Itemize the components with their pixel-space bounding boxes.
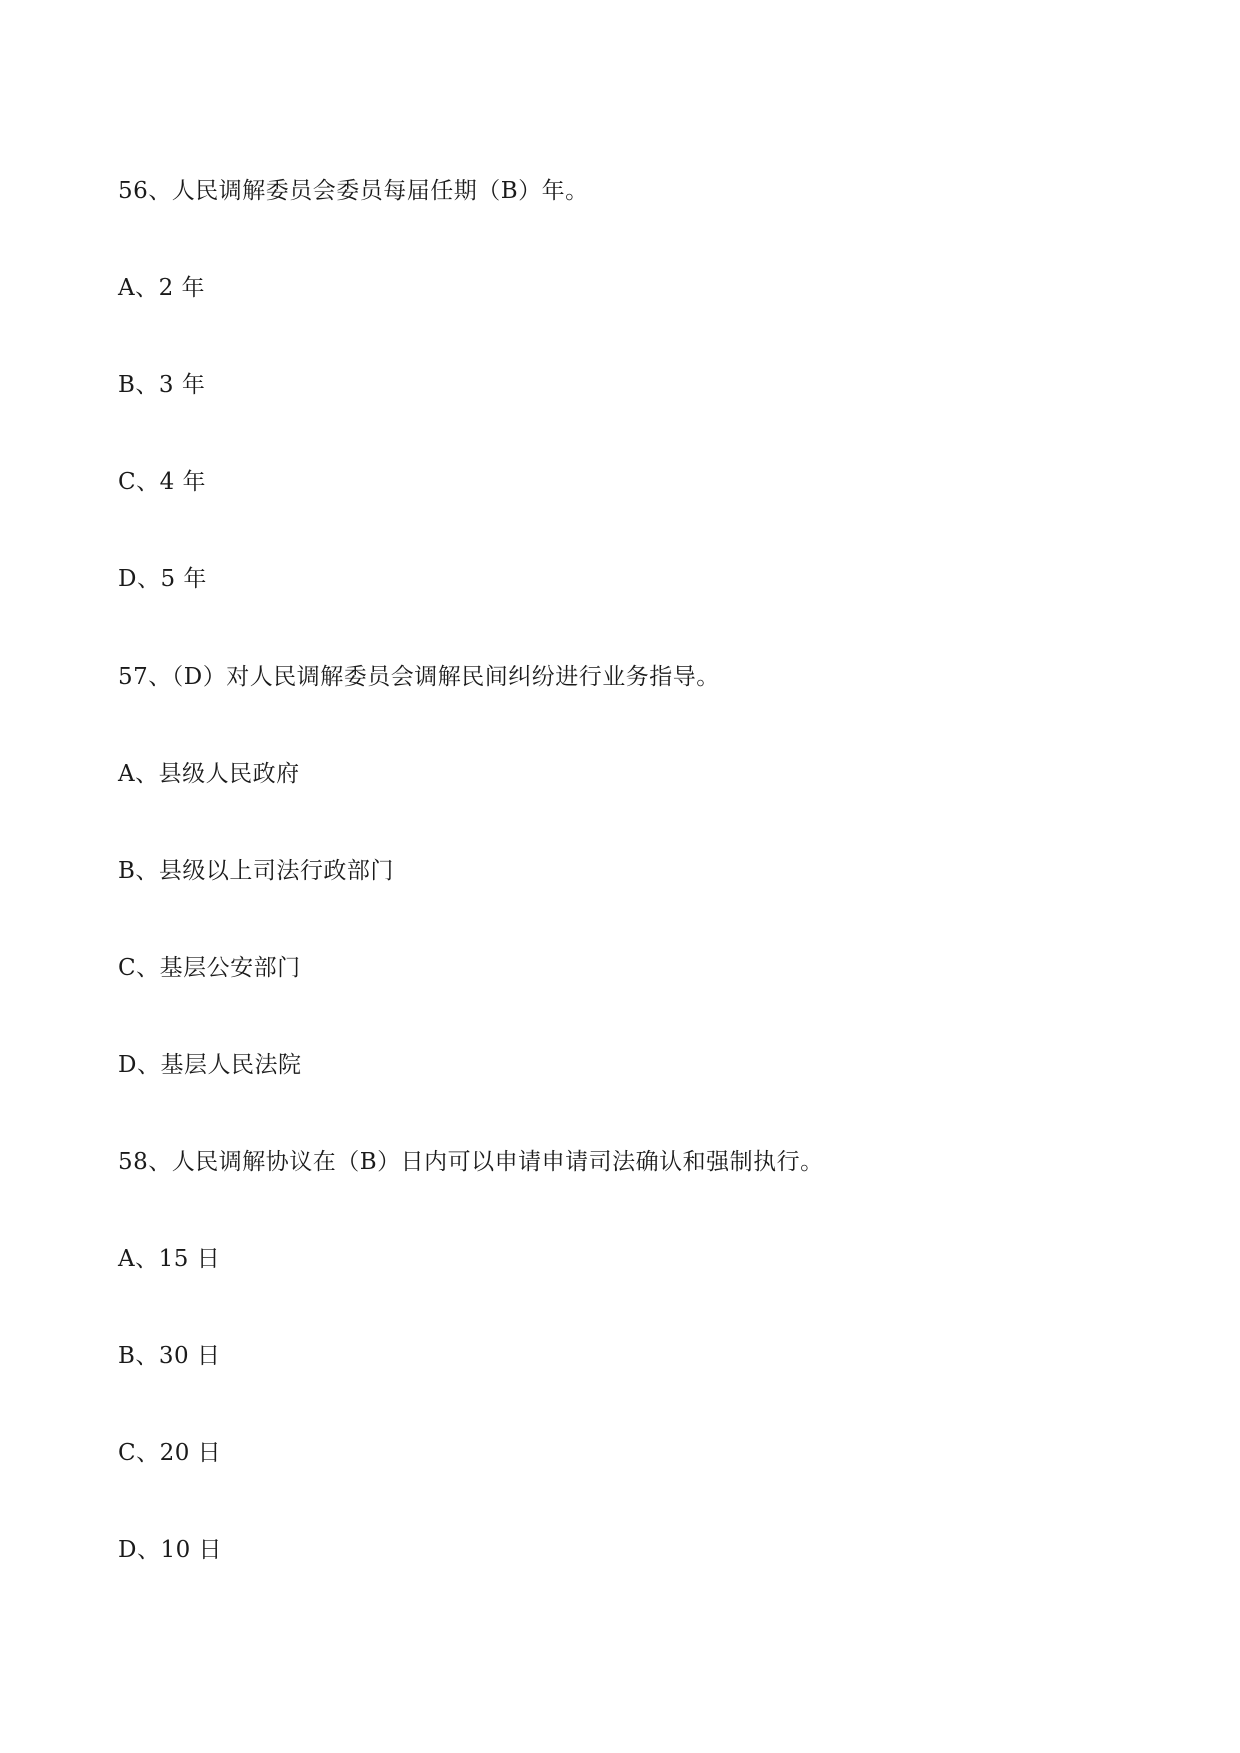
question-58-option-d: D、10 日	[118, 1537, 223, 1563]
question-56-stem: 56、人民调解委员会委员每届任期（B）年。	[118, 178, 589, 204]
question-56-option-b: B、3 年	[118, 372, 206, 398]
question-58-stem: 58、人民调解协议在（B）日内可以申请申请司法确认和强制执行。	[118, 1149, 824, 1175]
question-58-option-a: A、15 日	[118, 1246, 221, 1272]
question-57-stem: 57、（D）对人民调解委员会调解民间纠纷进行业务指导。	[118, 664, 720, 690]
question-57-option-b: B、县级以上司法行政部门	[118, 858, 394, 884]
question-58-option-b: B、30 日	[118, 1343, 221, 1369]
question-56-option-c: C、4 年	[118, 469, 207, 495]
question-56-option-a: A、2 年	[118, 275, 206, 301]
question-58-option-c: C、20 日	[118, 1440, 222, 1466]
question-57-option-d: D、基层人民法院	[118, 1052, 302, 1078]
question-57-option-a: A、县级人民政府	[118, 761, 300, 787]
question-57-option-c: C、基层公安部门	[118, 955, 301, 981]
question-56-option-d: D、5 年	[118, 566, 207, 592]
